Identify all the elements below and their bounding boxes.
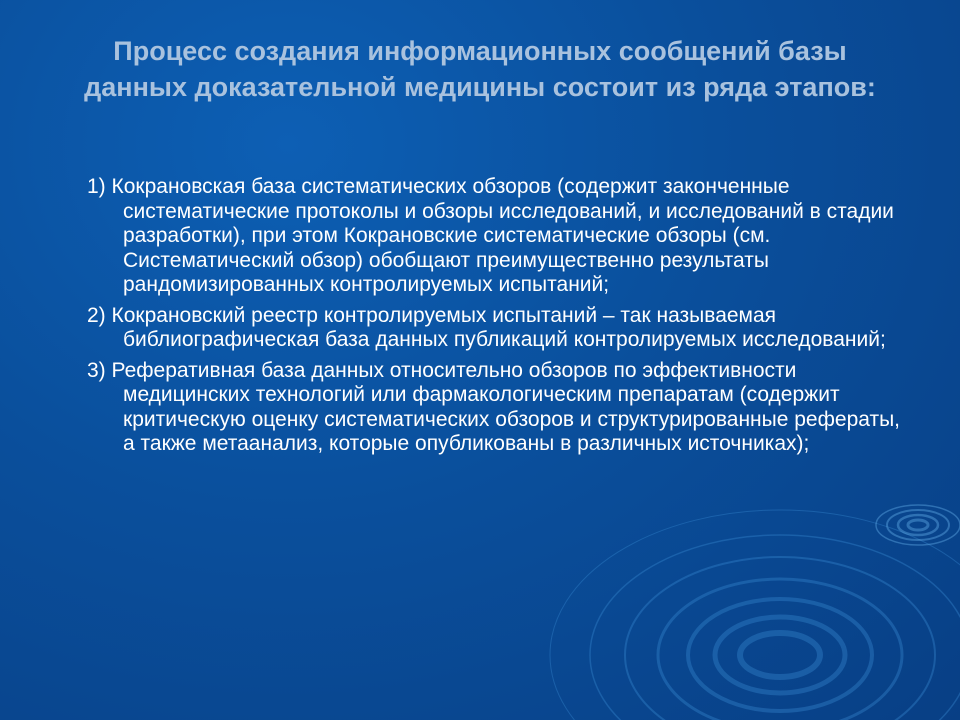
ripple-large xyxy=(550,510,960,720)
slide-title: Процесс создания информационных сообщений базы данных доказательной медицины состоит из ряда этапов: xyxy=(84,36,876,102)
stage-list xyxy=(87,175,907,463)
list-item: 3) Реферативная база данных относительно обзоров по эффективности медицинских технологий или фармакологическим препаратам (содержит критическую оценку систематических обзоров и структурированные рефераты, а также метаанализ, которые опубликованы в различных источниках); xyxy=(87,358,901,455)
ripple-small xyxy=(876,505,960,545)
list-item: 2) Кокрановский реестр контролируемых испытаний – так называемая библиографическая база данных публикаций контролируемых исследований; xyxy=(87,303,886,351)
list-item: 1) Кокрановская база систематических обзоров (содержит законченные систематические протоколы и обзоры исследований, и исследований в стадии разработки), при этом Кокрановские систематические обзоры (см. Систематический обзор) обобщают преимущественно результаты рандомизированных контролируемых испытаний; xyxy=(87,175,894,296)
